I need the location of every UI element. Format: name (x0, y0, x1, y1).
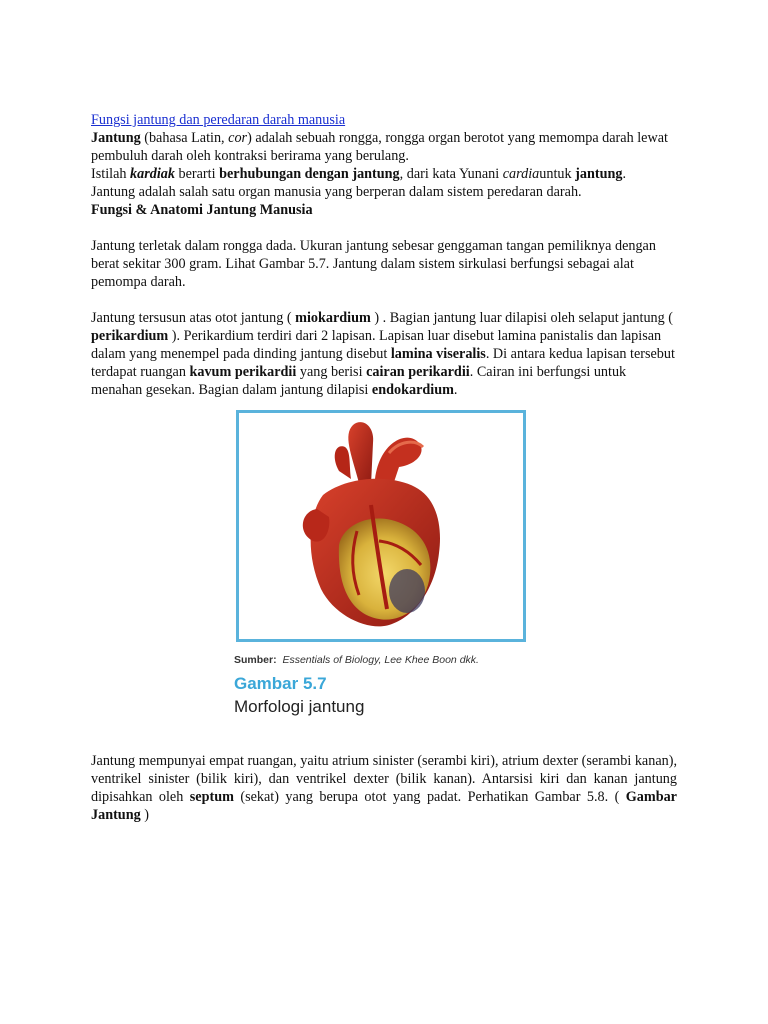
text: . (622, 166, 626, 182)
term-septum: septum (189, 789, 234, 805)
paragraph-organ: Jantung adalah salah satu organ manusia yang berperan dalam sistem peredaran darah. (91, 184, 582, 200)
text: (sekat) yang berupa otot yang padat. Perhatikan Gambar 5.8. ( (233, 789, 626, 805)
paragraph-chambers (91, 752, 677, 824)
text: Jantung tersusun atas otot jantung ( (91, 310, 296, 326)
document-body (91, 111, 677, 399)
term-berhubungan: berhubungan dengan jantung (219, 166, 400, 182)
heart-illustration (239, 413, 523, 639)
paragraph-definition (91, 129, 677, 165)
term-gambar-jantung: Gambar Jantung (91, 789, 677, 823)
text: . (453, 382, 458, 398)
text: ). Perikardium terdiri dari 2 lapisan. Lapisan luar disebut lamina panistalis dan lapisan dalam yang menempel pada dinding jantung disebut (91, 328, 662, 362)
text: Istilah (91, 166, 131, 182)
text: berarti (174, 166, 220, 182)
text: ) (140, 807, 149, 823)
term-cairan-perikardii: cairan perikardii (366, 364, 470, 380)
term-endokardium: endokardium (371, 382, 454, 398)
figure-caption: Morfologi jantung (234, 697, 365, 716)
text: . Di antara kedua lapisan tersebut terdapat ruangan (91, 346, 675, 380)
figure-source (234, 654, 479, 666)
title-link[interactable]: Fungsi jantung dan peredaran darah manusia (91, 112, 346, 128)
term-lamina-viseralis: lamina viseralis (390, 346, 486, 362)
term-cardia: cardia (502, 166, 540, 182)
term-miokardium: miokardium (295, 310, 371, 326)
heart-figure (234, 410, 534, 725)
document-body-continued (91, 752, 677, 824)
text: yang berisi (296, 364, 367, 380)
heading-text: Fungsi & Anatomi Jantung Manusia (91, 202, 313, 218)
source-text: Essentials of Biology, Lee Khee Boon dkk. (282, 654, 479, 666)
paragraph-structure (91, 309, 677, 399)
text: ) . Bagian jantung luar dilapisi oleh selaput jantung ( (370, 310, 674, 326)
section-heading (91, 201, 677, 219)
figure-frame (236, 410, 526, 642)
paragraph-etymology (91, 165, 677, 183)
text: untuk (539, 166, 576, 182)
text: Jantung mempunyai empat ruangan, yaitu atrium sinister (serambi kiri), atrium dexter (serambi kanan), ventrikel sinister (bilik kiri), dan ventrikel dexter (bilik kanan). Antarsisi kiri dan kanan jantung dipisahkan oleh (91, 753, 677, 805)
source-label: Sumber: (234, 654, 277, 666)
term-jantung: Jantung (91, 130, 141, 146)
text: (bahasa Latin, (140, 130, 229, 146)
text: , dari kata Yunani (399, 166, 503, 182)
text: . Cairan ini berfungsi untuk menahan gesekan. Bagian dalam jantung dilapisi (91, 364, 627, 398)
term-cor: cor (228, 130, 248, 146)
term-jantung-2: jantung (575, 166, 623, 182)
term-perikardium: perikardium (91, 328, 169, 344)
term-kardiak: kardiak (130, 166, 175, 182)
title-paragraph (91, 111, 677, 129)
figure-number: Gambar 5.7 (234, 674, 327, 693)
text: ) adalah sebuah rongga, rongga organ berotot yang memompa darah lewat pembuluh darah oleh kontraksi berirama yang berulang. (91, 130, 668, 164)
term-kavum-perikardii: kavum perikardii (189, 364, 297, 380)
paragraph-location: Jantung terletak dalam rongga dada. Ukuran jantung sebesar genggaman tangan pemiliknya dengan berat sekitar 300 gram. Lihat Gambar 5.7. Jantung dalam sistem sirkulasi berfungsi sebagai alat pemompa darah. (91, 238, 656, 290)
